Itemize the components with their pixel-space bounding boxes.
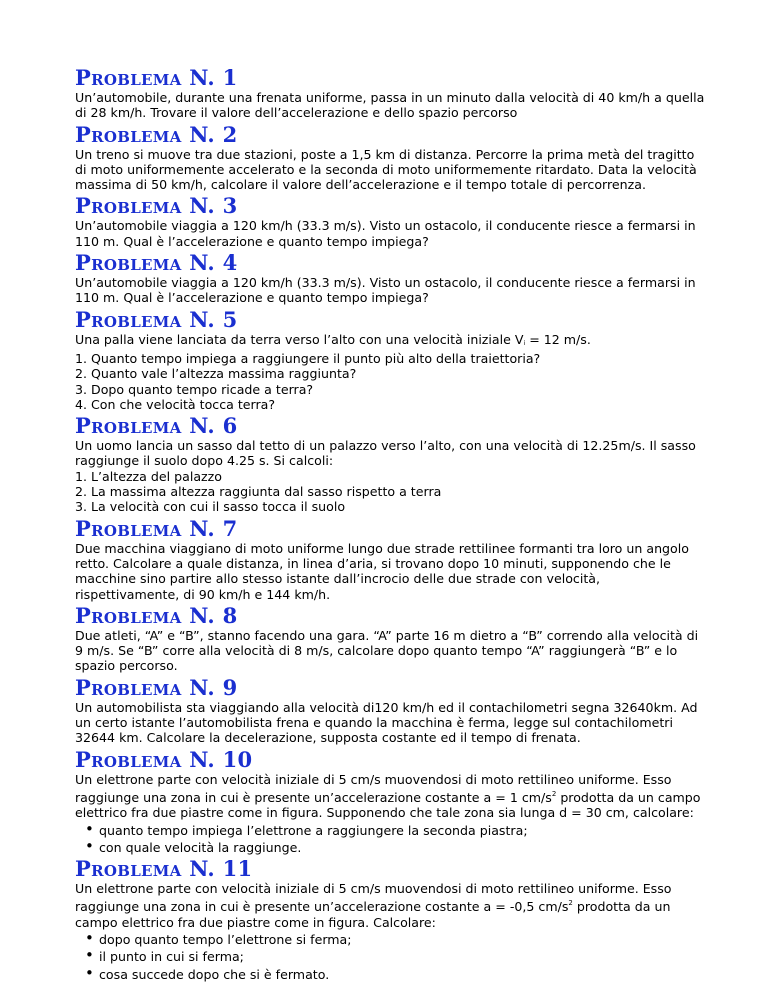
problem-4-text: Un’automobile viaggia a 120 km/h (33.3 m/s). Visto un ostacolo, il conducente riesce a fermarsi in 110 m. Qual è l’accelerazione e quanto tempo impiega?: [75, 275, 696, 306]
problem-5-item: 4. Con che velocità tocca terra?: [75, 396, 276, 412]
problem-9-title: Problema N. 9: [75, 674, 238, 700]
problem-11-superscript: 2: [568, 899, 573, 908]
problem-6-item: 1. L’altezza del palazzo: [75, 468, 222, 484]
problem-10-text: [75, 772, 705, 821]
problem-11-text-before: Un elettrone parte con velocità iniziale di 5 cm/s muovendosi di moto rettilineo uniforme. Esso raggiunge una zona in cui è presente un’accelerazione costante a = -0,5 cm/s: [75, 881, 672, 915]
problem-6-item: 2. La massima altezza raggiunta dal sasso rispetto a terra: [75, 484, 442, 500]
problem-6-text: Un uomo lancia un sasso dal tetto di un palazzo verso l’alto, con una velocità di 12.25m/s. Il sasso raggiunge il suolo dopo 4.25 s. Si calcoli:: [75, 438, 696, 469]
problem-5-title: Problema N. 5: [75, 306, 238, 332]
problem-4-title: Problema N. 4: [75, 250, 238, 276]
problem-2-text: Un treno si muove tra due stazioni, poste a 1,5 km di distanza. Percorre la prima metà del tragitto di moto uniformemente accelerato e la seconda di moto uniformemente ritardato. Data la velocità massima di 50 km/h, calcolare il valore dell’accelerazione e il tempo totale di percorrenza.: [75, 146, 697, 193]
document-page: [75, 64, 705, 984]
problem-10-bullet-list: [75, 823, 705, 856]
problem-1-title: Problema N. 1: [75, 65, 238, 90]
problem-1-text: Un’automobile, durante una frenata uniforme, passa in un minuto dalla velocità di 40 km/h a quella di 28 km/h. Trovare il valore dell’accelerazione e dello spazio percorso: [75, 90, 705, 121]
problem-11-bullet: • il punto in cui si ferma;: [75, 949, 705, 964]
problem-5-text: [75, 332, 705, 351]
problem-10-text-after: prodotta da un campo elettrico fra due piastre come in figura. Supponendo che tale zona sia lunga d = 30 cm, calcolare:: [75, 789, 701, 821]
problem-5-subscript: i: [523, 339, 526, 347]
problem-10-text-before: Un elettrone parte con velocità iniziale di 5 cm/s muovendosi di moto rettilineo uniforme. Esso raggiunge una zona in cui è presente un’accelerazione costante a = 1 cm/s: [75, 771, 672, 805]
problem-11-bullet: • dopo quanto tempo l’elettrone si ferma;: [75, 932, 705, 947]
problem-10-bullet: • quanto tempo impiega l’elettrone a raggiungere la seconda piastra;: [75, 823, 705, 838]
problem-5-text-before: Una palla viene lanciata da terra verso l’alto con una velocità iniziale V: [75, 331, 524, 347]
problem-9-text: Un automobilista sta viaggiando alla velocità di120 km/h ed il contachilometri segna 32640km. Ad un certo istante l’automobilista frena e quando la macchina è ferma, legge sul contachilometri 32644 km. Calcolare la decelerazione, supposta costante ed il tempo di frenata.: [75, 699, 698, 746]
problem-5-item: 1. Quanto tempo impiega a raggiungere il punto più alto della traiettoria?: [75, 350, 541, 366]
problem-11-title: Problema N. 11: [75, 856, 253, 882]
problem-11-text-after: prodotta da un campo elettrico fra due piastre come in figura. Calcolare:: [75, 899, 671, 930]
problem-10-title: Problema N. 10: [75, 746, 253, 772]
problem-10-bullet: • con quale velocità la raggiunge.: [75, 840, 705, 855]
problem-5-item: 2. Quanto vale l’altezza massima raggiunta?: [75, 366, 357, 382]
problem-6-title: Problema N. 6: [75, 413, 238, 439]
problem-6-item: 3. La velocità con cui il sasso tocca il suolo: [75, 499, 346, 515]
problem-3-text: Un’automobile viaggia a 120 km/h (33.3 m/s). Visto un ostacolo, il conducente riesce a fermarsi in 110 m. Qual è l’accelerazione e quanto tempo impiega?: [75, 218, 696, 249]
problem-5-item: 3. Dopo quanto tempo ricade a terra?: [75, 381, 314, 397]
problem-7-title: Problema N. 7: [75, 515, 238, 541]
problem-7-text: Due macchina viaggiano di moto uniforme lungo due strade rettilinee formanti tra loro un angolo retto. Calcolare a quale distanza, in linea d’aria, si trovano dopo 10 minuti, supponendo che le macchine sino partire allo stesso istante dall’incrocio delle due strade con velocità, rispettivamente, di 90 km/h e 144 km/h.: [75, 540, 689, 602]
problem-10-superscript: 2: [551, 789, 557, 798]
problem-11-bullet: • cosa succede dopo che si è fermato.: [75, 967, 705, 982]
problem-5-text-after: = 12 m/s.: [525, 331, 591, 347]
problem-11-text: [75, 881, 705, 930]
problem-3-title: Problema N. 3: [75, 193, 238, 219]
problem-8-title: Problema N. 8: [75, 602, 238, 628]
problem-8-text: Due atleti, “A” e “B”, stanno facendo una gara. “A” parte 16 m dietro a “B” correndo alla velocità di 9 m/s. Se “B” corre alla velocità di 8 m/s, calcolare dopo quanto tempo “A” raggiungerà “B” e lo spazio percorso.: [75, 627, 699, 674]
problem-11-bullet-list: [75, 932, 705, 982]
problem-2-title: Problema N. 2: [75, 121, 238, 147]
